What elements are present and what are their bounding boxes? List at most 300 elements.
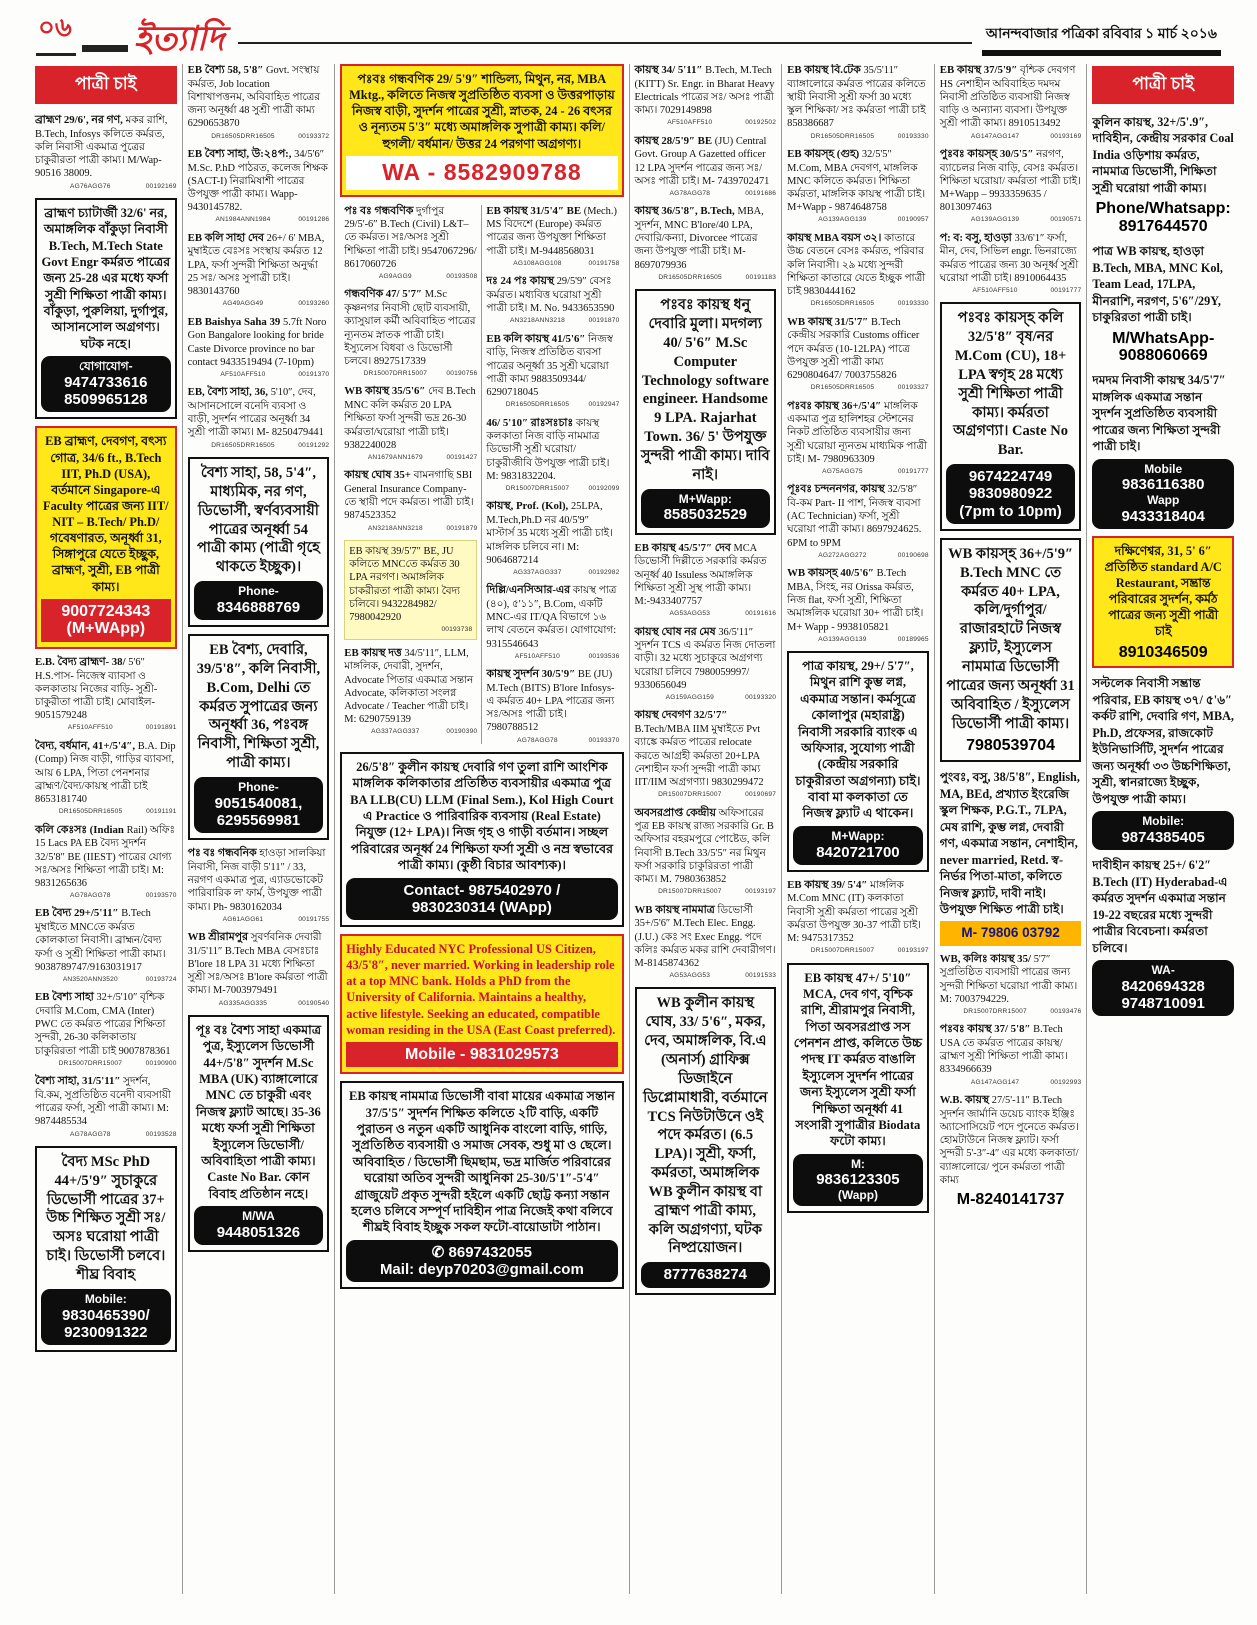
ad-code-right: 00193536	[588, 652, 620, 660]
classified-ad	[188, 64, 330, 141]
ad-code	[787, 947, 929, 955]
ad-text: পঃবঃ গন্ধবণিক 29/ 5'9″ শান্ডিল্য, মিথুন, নর, MBA Mktg., কলিতে নিজস্ব সুপ্রতিষ্ঠিত ব্যবসা ও উত্তরপাড়ায় নিজস্ব বাড়ী, সুদর্শন পাত্রের সুশ্রী, স্নাতক, 24 - 26 বৎসর ও নূন্যতম 5'3″ মধ্যে অমাঙ্গলিক সুপাত্রী কাম্য। কলি/ হুগলী/ বর্ধমান/ উত্তর 24 পরগণা অগ্রগণ্য।	[349, 72, 615, 151]
ad-code	[787, 384, 929, 392]
ad-code	[787, 468, 929, 476]
ad-code-left: AG159AGG159	[665, 694, 715, 702]
ad-text: গন্ধবণিক 47/ 5'7″ M.Sc কৃষ্ণনগর নিবাসী ছোট ব্যবসায়ী, ক্যাসুয়াল কর্মী অবিবাহিত পাত্রের ন্যূনতম স্নাতক পাত্রী চাই। ইস্যুলেস বিধবা ও ডিভোর্সী চলবে। 8927517339	[344, 288, 476, 367]
contact-line: WA - 8582909788	[382, 158, 582, 185]
ad-code-right: 00193508	[446, 273, 478, 281]
ad-code-left: AG272AGG272	[818, 551, 867, 559]
ad-code-right: 00190540	[298, 999, 330, 1007]
ad-text: পঃবঃ কায়স্থ 37/ 5'8″ B.Tech USA তে কর্মরত পাত্রের কায়স্থ/ ব্রাহ্মণ সুশ্রী শিক্ষিতা পাত্রী কাম্য। 8334966639	[939, 1023, 1068, 1076]
classified-ad	[635, 64, 777, 128]
classified-ad	[35, 991, 177, 1068]
column-4	[482, 205, 623, 753]
ad-code-left: AF510AFF510	[220, 370, 266, 378]
ad-headline: কায়স্থ দেবগণ 32/5'7″	[634, 709, 728, 722]
classified-ad	[1092, 372, 1234, 528]
ad-code-left: DR16505DRR16505	[810, 384, 875, 392]
ad-code-right: 00193260	[298, 300, 330, 308]
ad-code	[787, 636, 929, 644]
contact-number	[41, 1289, 171, 1345]
ad-headline: WB কায়স্থ 35/5'6″	[344, 385, 429, 398]
classified-ad	[635, 135, 777, 199]
ad-headline: অবসরপ্রাপ্ত কেন্দ্রীয়	[634, 806, 719, 819]
ad-headline: পঃ বঃ গন্ধবনিক	[187, 847, 260, 860]
classified-ad	[787, 879, 929, 956]
ad-code-left: AN3218ANN3218	[509, 317, 565, 325]
ad-text: WB শ্রীরামপুর সুবর্ণবনিক দেবারী 31/5'11″ B.Tech MBA বেসঃচাঃ B'lore 18 LPA 31 মধ্যে শিক্ষিতা সুশ্রী সঃ/অসঃ B'lore কর্মরতা পাত্রী কাম্য। M-7003979491	[187, 931, 328, 997]
ad-text: EB বৈশ্য 58, 5'8″ Govt. সংস্থায় কর্মরত, Job location বিশাখাপত্তনম, অবিবাহিত পাত্রের জন্য অনূর্ধ্বা 48 সুশ্রী পাত্রী কাম্য 6290653870	[187, 64, 320, 130]
ad-code	[787, 552, 929, 560]
ad-code	[940, 1079, 1082, 1087]
classified-ad	[1092, 536, 1234, 669]
classified-ad	[340, 64, 623, 197]
contact-line: (Wapp)	[837, 1187, 879, 1202]
classified-ad	[1092, 857, 1234, 1016]
contact-line: 8509965128	[64, 391, 148, 409]
classified-ad	[787, 567, 929, 644]
ad-text: পূঃবঃ চন্দননগর, কায়স্থ 32/5'8″ বি-কম Part- II পাশ, নিজস্ব ব্যবসা (AC Technician) ফর্সা, সুশ্রী ঘরোয়া পাত্রী কাম্য। 8697924625. 6PM to 9PM	[787, 483, 922, 549]
ad-code-left: DR16505DRR16505	[58, 808, 123, 816]
contact-line: 8346888769	[216, 598, 301, 616]
masthead-date: আনন্দবাজার পত্রিকা রবিবার ১ মার্চ ২০১৬	[982, 22, 1221, 56]
contact-line: 7980539704	[966, 737, 1056, 755]
contact-number	[194, 777, 324, 833]
classified-ad	[344, 540, 477, 640]
ad-text: বৈদ্য MSc PhD 44+/5'9″ সুচাকুরে ডিভোর্সী পাত্রের 37+ উচ্চ শিক্ষিত সুশ্রী সঃ/ অসঃ ঘরোয়া পাত্রী চাই। ডিভোর্সী চলবে। শীঘ্র বিবাহ	[46, 1153, 166, 1283]
ad-headline: EB বৈদ্য 29+/5'11″	[35, 907, 122, 920]
ad-text: WB, কলিঃ কায়স্থ 35/ 5'7″ সুপ্রতিষ্ঠিত ব্যবসায়ী পাত্রের জন্য সুন্দরী শিক্ষিতা ঘরোয়া পাত্রী কাম্য। M: 7003794229.	[939, 952, 1078, 1005]
section-label: পাত্রী চাই	[35, 66, 177, 104]
classifieds-grid	[0, 56, 1257, 1594]
ad-text: EB, বৈশ্য সাহা, 36, 5'10″, দেব, আসানসোলে বনেদি ব্যবসা ও বাড়ী, সুদর্শন পাত্রের অনূর্ধ্বা 34 সুশ্রী পাত্রী কাম্য। M- 8250479441	[187, 386, 324, 439]
classified-ad	[486, 205, 619, 269]
classified-ad	[940, 769, 1082, 945]
contact-line: 6295569981	[216, 812, 301, 830]
ad-text: কুলিন কায়স্থ, 32+/5'.9″, দাবিহীন, কেন্দ্রীয় সরকার Coal India ওড়িশায় কর্মরত, নামমাত্র ডিভোর্সী, শিক্ষিতা সুশ্রী ঘরোয়া পাত্রী কাম্য।	[1092, 115, 1234, 195]
classified-ad	[940, 1023, 1082, 1087]
classified-ad	[787, 316, 929, 393]
ad-headline: WB, কলিঃ কায়স্থ 35/	[939, 952, 1034, 965]
classified-ad	[940, 232, 1082, 296]
classified-ad	[188, 634, 330, 840]
ad-text: দক্ষিণেশ্বর, 31, 5' 6″ প্রতিষ্ঠিত standard A/C Restaurant, সম্ভ্রান্ত পরিবারের সুদর্শন, কর্মঠ পাত্রের জন্য সুশ্রী পাত্রী চাই	[1104, 543, 1222, 639]
ad-code-right: 00189965	[897, 635, 929, 643]
classified-ad	[635, 542, 777, 619]
ad-headline: EB বৈশ্য সাহা, উ:২৪প:,	[187, 147, 295, 160]
ad-code	[188, 133, 330, 141]
ad-code-right: 00190698	[897, 551, 929, 559]
ad-code-right: 00191879	[446, 524, 478, 532]
ad-code-left: AN1984ANN1984	[215, 216, 271, 224]
ad-code-left: DR15007DRR15007	[963, 1008, 1027, 1016]
ad-text: কায়স্থ ঘোষ 35+ বামনগাছি SBI General Insurance Company-তে স্থায়ী পদে কর্মরত। পাত্রী চাই। 9874523352	[344, 469, 474, 522]
ad-code-right: 00191533	[745, 972, 777, 980]
classified-ad	[486, 584, 619, 661]
ad-code-left: DR16505DRR16505	[211, 441, 275, 449]
classified-ad	[35, 740, 177, 817]
ad-code	[486, 569, 619, 577]
ad-code	[486, 260, 619, 268]
classified-ad	[344, 385, 477, 462]
ad-code	[344, 273, 477, 281]
classified-ad	[344, 647, 477, 737]
ad-text: কলি কেঃসঃ (Indian Rail) অফিঃ 15 Lacs PA EB বৈদ্য সুদর্শন 32/5'8″ BE (IIEST) পাত্রের যোগ্য সঃ/অসঃ শিক্ষিতা পাত্রী চাই। M: 9831265636	[35, 823, 176, 889]
header-bar	[82, 45, 128, 52]
ad-text: EB বৈশ্য, দেবারি, 39/5'8″, কলি নিবাসী, B.Com, Delhi তে কর্মরত সুপাত্রের জন্য অনূর্ধ্বা 36, পঃবঙ্গ নিবাসী, শিক্ষিতা সুশ্রী, পাত্রী কাম্য।	[196, 642, 321, 772]
column-3-4	[335, 64, 629, 1594]
ad-headline: WB কায়স্থ 31/5'7″	[787, 315, 871, 328]
ad-code	[349, 626, 472, 634]
ad-code-left: AN3520ANN3520	[62, 975, 118, 983]
ad-code-right: 00191370	[298, 370, 330, 378]
contact-line: WA-	[1151, 963, 1175, 978]
ad-code-left: AG53AGG53	[669, 972, 711, 980]
ad-text: WB কায়স্হ 36+/5'9″ B.Tech MNC তে কর্মরত 40+ LPA, কলি/দুর্গাপুর/ রাজারহাটে নিজস্ব ফ্ল্যাট, ইস্যুলেস নামমাত্র ডিভোর্সী পাত্রের জন্য অনূর্ধ্বা 31 অবিবাহিত / ইস্যুলেস ডিভোর্সী পাত্রী কাম্য।	[946, 545, 1075, 732]
ad-code	[188, 300, 330, 308]
ad-headline: EB কায়স্থ বি.টেক	[787, 64, 864, 76]
contact-line: M/WhatsApp-	[1112, 329, 1215, 347]
contact-number	[1092, 459, 1234, 529]
ad-code-right: 00191758	[588, 259, 620, 267]
ad-code	[344, 370, 477, 378]
ad-code-left: AG147AGG147	[970, 132, 1020, 140]
classified-ad	[787, 64, 929, 141]
contact-line: 9088060669	[1118, 347, 1208, 365]
ad-code	[635, 274, 777, 282]
ad-text: পুংবঃ, বসু, 38/5'8″, English, MA, BEd, প্রখ্যাত ইংরেজি স্কুল শিক্ষক, P.G.T., 7LPA, মেষ রাশি, কুম্ভ লগ্ন, দেবারী গণ, একমাত্র সন্তান, নেশাহীন, never married, Retd. স্ব-নির্ভর পিতা-মাতা, কলিতে নিজস্ব ফ্ল্যাট, দাবী নাই। উপযুক্ত শিক্ষিত পাত্রী চাই।	[939, 770, 1080, 917]
ad-headline: EB বৈশ্য 58, 5'8″	[187, 64, 266, 76]
wide-top-ad	[340, 64, 623, 197]
classified-ad	[188, 316, 330, 380]
ad-code-right: 00191427	[446, 453, 478, 461]
contact-line: 9674224749	[968, 468, 1053, 486]
column-3	[340, 205, 482, 744]
ad-text: পূঃ বঃ বৈশ্য সাহা একমাত্র পুত্র, ইস্যুলেস ডিভোর্সী 44+/5'8″ সুদর্শন M.Sc MBA (UK) ব্যাঙ্গালোরে MNC তে চাকুরী এবং নিজস্ব ফ্ল্যাট আছে। 35-36 মধ্যে ফর্সা সুশ্রী শিক্ষিতা ইস্যুলেস ডিভোর্সী/ অবিবাহিতা পাত্রী কাম্য। Caste No Bar. কোন বিবাহ প্রতিষ্ঠান নহে।	[195, 1023, 322, 1201]
contact-line: M:	[850, 1156, 865, 1171]
classified-ad	[35, 1075, 177, 1139]
ad-code-right: 00192502	[745, 119, 777, 127]
contact-line: 8917644570	[1118, 218, 1208, 236]
ad-headline: W.B. কায়স্থ	[939, 1094, 992, 1107]
ad-code-right: 00191870	[588, 317, 620, 325]
ad-code-right: 00192099	[588, 485, 620, 493]
ad-headline: কলি কেঃসঃ (Indian	[35, 823, 127, 836]
ad-code-right: 00190900	[145, 1059, 177, 1067]
ad-text: দঃ 24 পঃ কায়স্থ 29/5'9″ বেসঃ কর্মরত। মধ্যবিত্ত ঘরোয়া সুশ্রী পাত্রী চাই। M. No. 9433653590	[486, 275, 615, 315]
ad-code-right: 00193327	[897, 384, 929, 392]
ad-text: কায়স্থ 28/5'9″ BE (JU) Central Govt. Group A Gazetted officer 12 LPA সুদর্শন পাত্রের জন্য সঃ/অসঃ পাত্রী চাই। M- 7439702471	[634, 134, 770, 187]
classified-ad	[940, 148, 1082, 225]
ad-code	[35, 724, 177, 732]
ad-headline: পূঃবঃ চন্দননগর, কায়স্থ	[787, 483, 888, 496]
classified-ad	[940, 64, 1082, 141]
ad-code-left: AG78AGG78	[669, 189, 711, 197]
ad-code-left: DR16505DRR16505	[211, 132, 275, 140]
classified-ad	[340, 1081, 623, 1289]
contact-line: 9051540081,	[214, 794, 303, 812]
contact-line: 9836123305	[816, 1171, 900, 1189]
classified-ad	[188, 1015, 330, 1252]
contact-number	[1092, 330, 1234, 366]
ad-headline: ব্রাহ্মণ 29/6', নর গণ,	[35, 114, 126, 126]
contact-number	[793, 1154, 923, 1207]
contact-line: 9836116380	[1121, 476, 1205, 494]
contact-line: 8777638274	[663, 1266, 748, 1284]
ad-text: WB কায়স্থ নামমাত্র ডিভোর্সী 35+/5'6″ M.Tech Elec. Engg. (J.U.) কেঃ সং Exec Engg. পদে কলিঃ কর্মরত মকর রাশি দেবারীগণ। M-8145874362	[634, 903, 776, 969]
ad-code-left: DR15007DRR15007	[658, 791, 722, 799]
ad-text: কায়স্থ দেবগণ 32/5'7″ B.Tech/MBA IIM মুম্বাইতে Pvt ব্যাঙ্কে কর্মরত পাত্রের relocate করতে আগ্রহী কর্মরতা 20+LPA নেশাহীন ফর্সা সুন্দরী পাত্রী কাম্য IIT/IIM অগ্রগণ্যা। 9830299472	[634, 709, 764, 788]
classified-ad	[188, 148, 330, 225]
ad-code	[635, 694, 777, 702]
classified-ad	[35, 656, 177, 733]
ad-headline: কায়স্থ ঘোষ নর মেষ	[634, 625, 719, 638]
ad-code-right: 00193330	[897, 132, 929, 140]
ad-headline: EB কায়স্থ 45/5'7″ দেব	[634, 541, 734, 554]
ad-text: EB Baishya Saha 39 5.7ft Noro Gon Bangalore looking for bride Caste Divorce province no bar contact 9433519494 (7-10pm)	[187, 315, 327, 368]
ad-text: ব্রাহ্মণ চ্যাটার্জী 32/6' নর, অমাঙ্গলিক বাঁকুড়া নিবাসী B.Tech, M.Tech State Govt Engr কর্মরত পাত্রের জন্য 25-28 এর মধ্যে ফর্সা সুশ্রী শিক্ষিতা পাত্রী কাম্য। বাঁকুড়া, পুরুলিয়া, দুর্গাপুর, আসানসোল অগ্রগণ্য। ঘটক নহে।	[41, 205, 171, 351]
ad-text: WB কায়স্থ 31/5'7″ B.Tech কেন্দ্রীয় সরকারি Customs officer পদে কর্মরত (10-12LPA) পাত্রে উপযুক্ত সুশ্রী পাত্রী কাম্য 6290804647/ 7003755826	[787, 315, 920, 381]
classified-ad	[787, 232, 929, 309]
ad-code-left: AG337AGG337	[371, 728, 420, 736]
ad-code-left: AG108AGG108	[513, 259, 562, 267]
ad-code-right: 00193197	[897, 947, 929, 955]
ad-code-right: 00192169	[145, 182, 177, 190]
ad-text: EB বৈদ্য 29+/5'11″ B.Tech মুম্বাইতে MNCতে কর্মরত কোলকাতা নিবাসী। ব্রাহ্মন/বৈদ্য ফর্সা ও সুশ্রী শিক্ষিতা পাত্রী কাম্য। 9038789747/9163031917	[35, 907, 166, 973]
contact-line: Mobile:	[84, 1291, 127, 1306]
wide-bottom-ads	[340, 752, 623, 1289]
ad-code-right: 00191891	[145, 724, 177, 732]
ad-headline: কায়স্থ ঘোষ 35+	[344, 469, 414, 482]
ad-code-right: 00190957	[897, 216, 929, 224]
ad-code	[635, 791, 777, 799]
column-8	[1087, 64, 1239, 1594]
ad-code-left: AG53AGG53	[669, 610, 711, 618]
contact-line: M-8240141737	[956, 1190, 1065, 1208]
ad-text: কায়স্থ 36/5'8″, B.Tech, MBA, সুদর্শন, MNC B'lore/40 LPA, দেবারি/কন্যা, Divorcee পাত্রের জন্য উপযুক্ত পাত্রী চাই। M- 8697079936	[634, 205, 764, 271]
ad-text: ব্রাহ্মণ 29/6', নর গণ, মকর রাশি, B.Tech, Infosys কলিতে কর্মরত, কলি নিবাসী একমাত্র পুত্রের চাকুরীরতা পাত্রী কাম্য। M/Wap- 90516 38009.	[35, 114, 168, 180]
contact-number	[346, 1240, 617, 1283]
ad-code-right: 00190756	[446, 370, 478, 378]
ad-headline: দঃ 24 পঃ কায়স্থ	[486, 275, 557, 288]
ad-headline: বৈদ্য, বর্ধমান, 41+/5'4″,	[35, 739, 138, 752]
contact-number	[940, 1191, 1082, 1209]
classified-ad	[940, 538, 1082, 762]
classified-ad	[344, 469, 477, 533]
contact-line: 9874385405	[1121, 828, 1205, 846]
ad-code-right: 00191777	[1050, 287, 1082, 295]
ad-text: দাবীহীন কায়স্থ 25+/ 6'2″ B.Tech (IT) Hyderabad-এ কর্মরত সুদর্শন একমাত্র সন্তান 19-22 বছরের মধ্যে সুন্দরী পাত্রীর বিবেচনা। কর্মরতা চলিবে।	[1092, 858, 1228, 955]
classified-ad	[635, 205, 777, 282]
classified-ad	[188, 232, 330, 309]
classified-ad	[35, 1146, 177, 1352]
ad-text: বৈশ্য সাহা, 31/5'11″ সুদর্শন, বি.কম, সুপ্রতিষ্ঠিত বনেদী ব্যবসায়ী পাত্রের ফর্সা, সুশ্রী পাত্রী কাম্য। M: 9874485534	[35, 1075, 171, 1128]
ad-code-right: 00193570	[145, 892, 177, 900]
ad-headline: পুঃবঃ কায়স্হ 30/5'5″	[939, 147, 1037, 160]
ad-code-right: 00193370	[588, 736, 620, 744]
classified-ad	[787, 483, 929, 560]
contact-number	[194, 1206, 324, 1245]
classified-ad	[188, 931, 330, 1008]
contact-number	[793, 826, 923, 865]
contact-number	[946, 737, 1076, 755]
classified-ad	[635, 987, 777, 1294]
ad-text: পঃবঃ কায়স্থ 36+/5'4″ মাঙ্গলিক একমাত্র পুত্র হালিশহর স্টেশনের নিকট প্রতিষ্ঠিত ব্যবসায়ীর জন্য সুশ্রী ঘরোয়া ন্যূনতম মাধ্যমিক পাত্রী চাই। M- 7980963309	[787, 399, 927, 465]
contact-line: Mobile - 9831029573	[404, 1045, 559, 1063]
ad-headline: 46/ 5'10″ রাঃসঃচাঃ	[486, 416, 576, 429]
classified-ad	[35, 907, 177, 984]
ad-code	[188, 1000, 330, 1008]
ad-code	[635, 972, 777, 980]
ad-code-right: 00190697	[745, 791, 777, 799]
ad-code	[486, 653, 619, 661]
ad-code-left: AG78AGG78	[517, 736, 558, 744]
ad-text: দমদম নিবাসী কায়স্থ 34/5'7″ মাঙ্গলিক একমাত্র সন্তান সুদর্শন সুপ্রতিষ্ঠিত ব্যবসায়ী পাত্রের জন্য শিক্ষিতা সুন্দরী পাত্রী চাই।	[1092, 373, 1226, 454]
ad-code-left: AG335AGG335	[218, 999, 268, 1007]
ad-headline: WB কায়স্থ নামমাত্র	[634, 903, 718, 916]
contact-line: ✆ 8697432055	[431, 1243, 532, 1261]
ad-code	[787, 133, 929, 141]
contact-line: 9748710091	[1121, 995, 1205, 1013]
ad-headline: কায়স্থ 34/ 5'11″	[634, 64, 706, 76]
page-header	[0, 0, 1257, 59]
contact-number	[1092, 811, 1234, 850]
ad-headline: পঃবঃ কায়স্থ 37/ 5'8″	[939, 1023, 1034, 1036]
classified-ad	[635, 626, 777, 703]
ad-code-right: 00193738	[441, 626, 473, 634]
ad-text: পাত্র কায়স্থ, 29+/ 5'7″, মিথুন রাশি কুম্ভ লগ্ন, একমাত্র সন্তান। কর্মসূত্রে কোলাপুর (মহারাষ্ট্র) নিবাসী সরকারি ব্যাংক এ অফিসার, সুযোগ্য পাত্রী (কেন্দ্রীয় সরকারি চাকুরীরতা অগ্রগন্যা) চাই। বাবা মা কলকাতা তে নিজস্ব ফ্ল্যাট এ থাকেন।	[795, 659, 921, 821]
ad-text: 46/ 5'10″ রাঃসঃচাঃ কায়স্থ কলকাতা নিজ বাড়ি নামমাত্র ডিভোর্সী সুশ্রী ঘরোয়া/ চাকুরীজীবি উপযুক্ত পাত্রী চাই। M: 9831832204.	[486, 416, 610, 482]
classified-ad	[940, 1094, 1082, 1209]
classified-ad	[35, 824, 177, 901]
ad-text: WB কায়স্হ 40/5'6″ B.Tech MBA, সিংহ, নর Orissa কর্মরত, নিজ flat, ফর্সা সুশ্রী, শিক্ষিতা অমাঙ্গলিক ঘরোয়া 30+ পাত্রী চাই। M+ Wapp - 9938105821	[787, 567, 924, 633]
ad-code-left: AG9AGG9	[378, 273, 412, 281]
ad-code-right: 00193320	[745, 694, 777, 702]
ad-headline: গন্ধবণিক 47/ 5'7″	[344, 288, 425, 301]
page-number: ০৬	[36, 7, 76, 56]
ad-code	[35, 183, 177, 191]
ad-text: EB কায়স্থ 45/5'7″ দেব MCA ডিভোর্সী দিল্লীতে সরকারি কর্মরত অনূর্ধ্ব 40 Issuless অমাঙ্গলিক শিক্ষিতা সুশ্রী সুস্থ পাত্রী কাম্য। M:-9433407757	[634, 541, 767, 608]
ad-code-right: 00191191	[146, 808, 177, 816]
ad-text: বৈশ্য সাহা, 58, 5'4″, মাধ্যমিক, নর গণ, ডিভোর্সী, স্বর্ণব্যবসায়ী পাত্রের অনূর্ধ্বা 54 পাত্রী কাম্য (পাত্রী গৃহে থাকতে ইচ্ছুক)।	[196, 464, 320, 576]
ad-code	[35, 1131, 177, 1139]
ad-code-right: 00191183	[745, 273, 777, 281]
classified-ad	[635, 807, 777, 897]
ad-headline: প: ব: বসু, হাওড়া	[939, 231, 1015, 244]
ad-text: EB কায়স্হ (গুহ) 32/5'5″ M.Com, MBA দেবগণ, মাঙ্গলিক MNC কলিতে কর্মরত। শিক্ষিতা কর্মরতা, মাঙ্গলিক কায়স্থ পাত্রী চাই। M+Wapp - 9874648758	[787, 147, 926, 214]
contact-line: M/WA	[242, 1208, 275, 1223]
ad-code-right: 00191286	[298, 216, 330, 224]
ad-text: প: ব: বসু, হাওড়া 33/6'1″ ফর্সা, মীন, দেব, সিভিল engr. ভিনরাজ্যে কর্মরত পাত্রের জন্য 30 অনূর্ধ্ব সুশ্রী ঘরোয়া পাত্রী চাই। 8910064435	[939, 231, 1079, 284]
classified-ad	[787, 148, 929, 225]
ad-headline: কায়স্থ 28/5'9″ BE	[634, 134, 715, 147]
contact-line: 9448051326	[216, 1223, 301, 1241]
ad-code-left: DR15007DRR15007	[58, 1059, 123, 1067]
classified-ad	[35, 114, 177, 191]
ad-headline: EB, বৈশ্য সাহা, 36,	[187, 386, 271, 399]
ad-text: EB কায়স্থ 47+/ 5'10″ MCA, দেব গণ, বৃশ্চিক রাশি, শ্রীরামপুর নিবাসী, পিতা অবসরপ্রাপ্ত সস পেনশন প্রাপ্ত, কলিতে উচ্চ পদস্থ IT কর্মরত বাঙালি ইস্যুলেস সুদর্শন পাত্রের জন্য ইস্যুলেস সুশ্রী ফর্সা শিক্ষিতা অনূর্ধ্বা 41 সংসারী সুপাত্রীর Biodata ফটো কাম্য।	[793, 970, 923, 1149]
ad-code-left: AF510AFF510	[67, 724, 113, 732]
ad-code-left: DR15007DRR15007	[658, 888, 722, 896]
classified-ad	[188, 457, 330, 627]
classified-ad	[940, 302, 1082, 531]
contact-line: 9230091322	[64, 1323, 148, 1341]
ad-code-right: 00193476	[1050, 1008, 1082, 1016]
classified-ad	[787, 963, 929, 1214]
ad-headline: কায়স্থ MBA বয়স ৩২।	[787, 231, 885, 244]
classified-ad	[787, 400, 929, 477]
ad-code	[35, 808, 177, 816]
classified-ad	[940, 953, 1082, 1017]
classified-ad	[635, 904, 777, 981]
ad-headline: EB কায়স্হ (গুহ)	[787, 147, 862, 160]
contact-line: 9830465390/	[62, 1306, 150, 1324]
ad-code	[486, 317, 619, 325]
ad-code-right: 00191686	[745, 189, 777, 197]
ad-headline: EB কলি কায়স্থ 41/5'6″	[486, 332, 589, 345]
section-title: ইত্যাদি	[133, 21, 225, 59]
ad-code-left: AG139AGG139	[818, 635, 867, 643]
ad-headline: EB কায়স্থ 39/ 5'4″	[787, 878, 871, 891]
ad-code-left: AF510AFF510	[667, 119, 713, 127]
ad-code	[486, 485, 619, 493]
ad-code	[344, 728, 477, 736]
ad-headline: কায়স্থ 36/5'8″, B.Tech,	[634, 205, 738, 218]
contact-line: যোগাযোগ-	[78, 359, 133, 374]
contact-line: Mobile	[1144, 461, 1183, 476]
ad-text: পঃবঃ কায়স্থ ধনু দেবারি মুলা। মদগল্য 40/ 5'6″ M.Sc Computer Technology software engineer. Handsome 9 LPA. Rajarhat Town. 36/ 5' উপযুক্ত সুন্দরী পাত্রী কাম্য। দাবি নাই।	[640, 297, 770, 483]
ad-code	[486, 401, 619, 409]
contact-line: Mobile:	[1142, 814, 1185, 829]
classified-ad	[787, 651, 929, 872]
ad-headline: পঃ বঃ গন্ধবণিক	[344, 204, 417, 217]
ad-text: EB কলি কায়স্থ 41/5'6″ নিজস্ব বাড়ি, নিজস্ব প্রতিষ্ঠিত ব্যবসা পাত্রের অনূর্ধ্বা 35 সুশ্রী ঘরোয়া পাত্রী কাম্য 9883509344/ 6290718045	[486, 332, 613, 398]
contact-line: 9830980922	[968, 485, 1053, 503]
ad-code-left: AG78AGG78	[70, 1130, 111, 1138]
ad-text: পঃবঃ কায়স্হ কলি 32/5'8″ বৃষ/নর M.Com (CU), 18+ LPA স্বগৃহ 28 মধ্যে সুশ্রী শিক্ষিতা পাত্রী কাম্য। কর্মরতা অগ্রগণ্যা। Caste No Bar.	[953, 310, 1068, 459]
ad-text: EB কায়স্থ 39/5'7″ BE, JU কলিতে MNCতে কর্মরত 30 LPA নরগণ। অমাঙ্গলিক চাকরীরতা পাত্রী কাম্য। বৈদ্য চলিবে। 9432284982/ 7980042920	[349, 546, 461, 624]
ad-code	[188, 916, 330, 924]
ad-code-right: 00191616	[745, 610, 777, 618]
ad-code-left: AG139AGG139	[970, 216, 1020, 224]
ad-headline: EB Baishya Saha 39	[187, 315, 284, 328]
ad-code	[344, 525, 477, 533]
ad-code	[787, 300, 929, 308]
ad-code	[787, 216, 929, 224]
ad-code-left: AG78AGG78	[70, 892, 111, 900]
ad-code-left: AG147AGG147	[970, 1078, 1020, 1086]
contact-number	[641, 1262, 771, 1287]
ad-code-right: 00190571	[1050, 216, 1082, 224]
ad-text: কায়স্থ, Prof. (Kol), 25LPA, M.Tech,Ph.D নর 40/5'9″ মাস্টার্স 35 মধ্যে সুশ্রী পাত্রী চাই। মাঙ্গলিক চলিবে না। M: 9064687214	[486, 500, 613, 566]
contact-line: 8910346509	[1118, 643, 1208, 661]
ad-code-right: 00191777	[897, 468, 929, 476]
ad-headline: EB কলি সাহা দেব	[187, 231, 267, 244]
ad-text: E.B. বৈদ্য ব্রাহ্মণ- 38/ 5'6″ H.S.পাস- নিজেস্ব ব্যাবসা ও কলকাতায় নিজের বাড়ি- সুশ্রী- চাকুরীতা পাত্রী চাই। মোবাইল- 9051579248	[35, 655, 158, 722]
contact-line: M+Wapp:	[831, 828, 885, 843]
ad-headline: WB শ্রীরামপুর	[187, 931, 251, 944]
ad-text: EB ব্রাহ্মণ, দেবগণ, বৎস্য গোত্র, 34/6 ft., B.Tech IIT, Ph.D (USA), বর্তমানে Singapore-এ Faculty পাত্রের জন্য IIT/ NIT – B.Tech/ Ph.D/ গবেষণারত, অনূর্ধ্বা 31, সিঙ্গাপুরে যেতে ইচ্ছুক, ব্রাহ্মণ, সুশ্রী, EB পাত্রী কাম্য।	[43, 434, 169, 594]
ad-code-right: 00192982	[588, 568, 620, 576]
ad-code	[35, 1060, 177, 1068]
ad-code-left: AG49AGG49	[222, 300, 264, 308]
ad-headline: EB বৈশ্য সাহা	[35, 991, 97, 1004]
contact-line: 9007724343	[61, 602, 151, 620]
column-7	[935, 64, 1088, 1594]
contact-number	[41, 599, 171, 642]
ad-code-right: 00191292	[298, 441, 330, 449]
